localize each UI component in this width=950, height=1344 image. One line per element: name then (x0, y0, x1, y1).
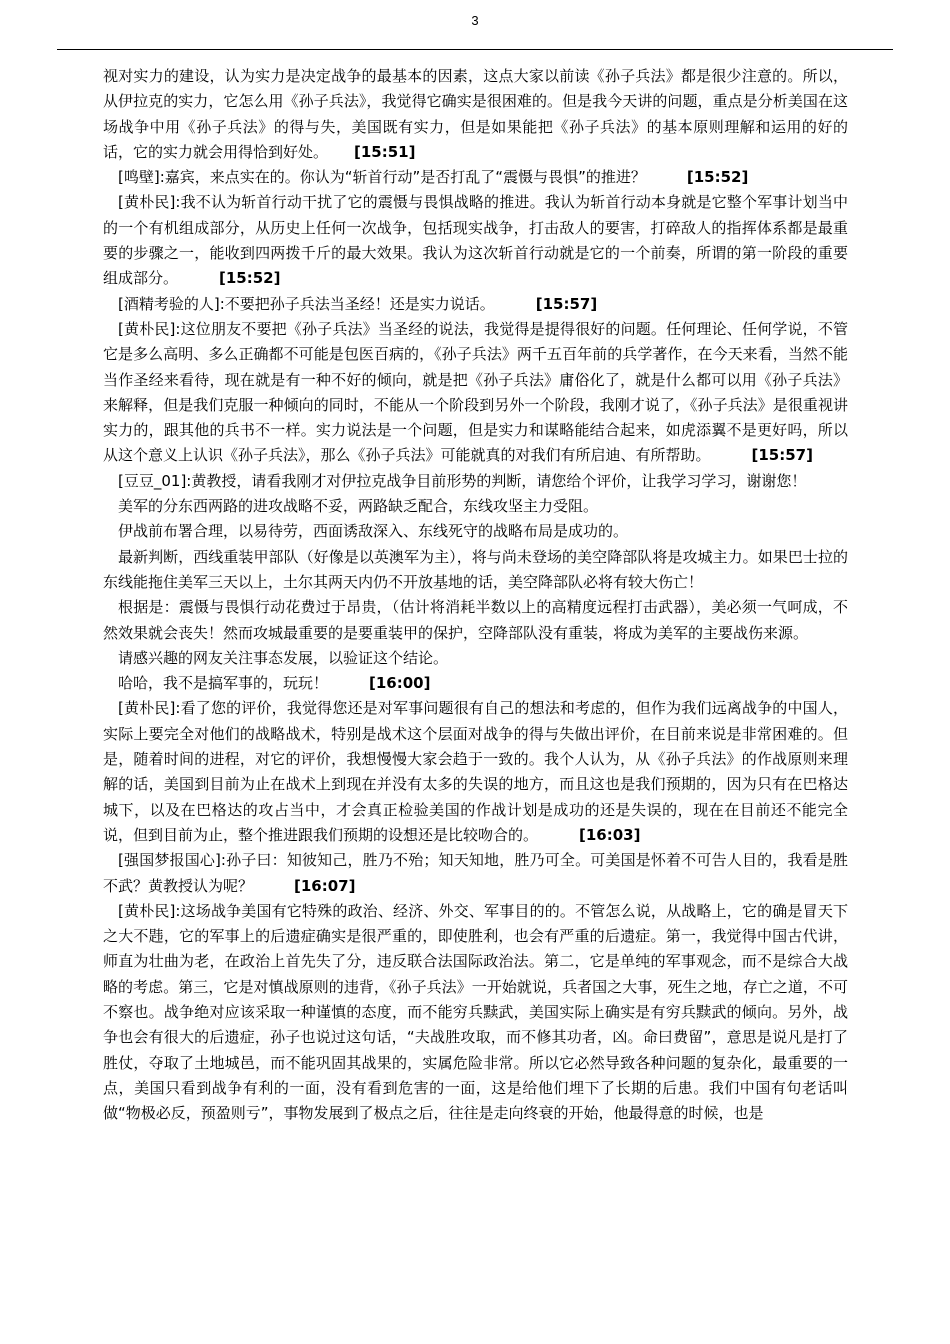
paragraph-text: 伊战前布署合理，以易待劳，西面诱敌深入、东线死守的战略布局是成功的。 (118, 522, 629, 541)
paragraph-8 (103, 519, 848, 544)
paragraph-13 (103, 696, 848, 848)
paragraph-12 (103, 671, 848, 696)
paragraph-9 (103, 545, 848, 596)
paragraph-7 (103, 494, 848, 519)
timestamp: [15:52] (219, 269, 281, 288)
paragraph-11 (103, 646, 848, 671)
timestamp: [16:07] (294, 876, 356, 895)
paragraph-6 (103, 469, 848, 494)
paragraph-3 (103, 190, 848, 291)
paragraph-text: [鸣壁]:嘉宾，来点实在的。你认为“斩首行动”是否打乱了“震慑与畏惧”的推进？ (118, 168, 646, 187)
timestamp: [15:51] (354, 142, 416, 161)
timestamp: [15:57] (751, 446, 813, 465)
paragraph-text: [黄朴民]:这场战争美国有它特殊的政治、经济、外交、军事目的的。不管怎么说，从战略上，它的确是冒天下之大不韪，它的军事上的后遗症确实是很严重的，即使胜利，也会有严重的后遗症。第一，我觉得中国古代讲，师直为壮曲为老，在政治上首先失了分，违反联合法国际政治法。第二，它是单纯的军事观念，而不是综合大战略的考虑。第三，它是对慎战原则的违背，《孙子兵法》一开始就说，兵者国之大事，死生之地，存亡之道，不可不察也。战争绝对应该采取一种谨慎的态度，而不能穷兵黩武，美国实际上确实是有穷兵黩武的倾向。另外，战争也会有很大的后遗症，孙子也说过这句话，“夫战胜攻取，而不修其功者，凶。命曰费留”，意思是说凡是打了胜仗，夺取了土地城邑，而不能巩固其战果的，实属危险非常。所以它必然导致各种问题的复杂化，最重要的一点，美国只看到战争有利的一面，没有看到危害的一面，这是给他们埋下了长期的后患。我们中国有句老话叫做“物极必反，预盈则亏”，事物发展到了极点之后，往往是走向终衰的开始，他最得意的时候，也是 (103, 901, 848, 1123)
paragraph-text: 哈哈，我不是搞军事的，玩玩！ (118, 674, 329, 693)
header-rule (57, 49, 893, 50)
paragraph-2 (103, 165, 848, 190)
paragraph-14 (103, 848, 848, 899)
paragraph-text: 根据是：震慑与畏惧行动花费过于昂贵，（估计将消耗半数以上的高精度远程打击武器），美必须一气呵成，不然效果就会丧失！然而攻城最重要的是要重装甲的保护，空降部队没有重装，将成为美军的主要战伤来源。 (103, 598, 848, 642)
paragraph-text: 视对实力的建设，认为实力是决定战争的最基本的因素，这点大家以前读《孙子兵法》都是很少注意的。所以，从伊拉克的实力，它怎么用《孙子兵法》，我觉得它确实是很困难的。但是我今天讲的问题，重点是分析美国在这场战争中用《孙子兵法》的得与失，美国既有实力，但是如果能把《孙子兵法》的基本原则理解和运用的好的话，它的实力就会用得恰到好处。 (103, 67, 848, 161)
paragraph-text: [酒精考验的人]:不要把孙子兵法当圣经！还是实力说话。 (118, 294, 495, 313)
document-body (103, 64, 848, 1126)
paragraph-4 (103, 292, 848, 317)
timestamp: [15:57] (535, 294, 598, 313)
paragraph-text: 美军的分东西两路的进攻战略不妥，两路缺乏配合，东线攻坚主力受阻。 (118, 497, 599, 516)
paragraph-text: [豆豆_01]:黄教授，请看我刚才对伊拉克战争目前形势的判断，请您给个评价，让我学习学习，谢谢您！ (118, 471, 807, 490)
timestamp: [16:00] (369, 674, 431, 693)
paragraph-text: [黄朴民]:我不认为斩首行动干扰了它的震慑与畏惧战略的推进。我认为斩首行动本身就是它整个军事计划当中的一个有机组成部分，从历史上任何一次战争，包括现实战争，打击敌人的要害，打碎敌人的指挥体系都是最重要的步骤之一，能收到四两拨千斤的最大效果。我认为这次斩首行动就是它的一个前奏，所谓的第一阶段的重要组成部分。 (103, 193, 848, 288)
paragraph-1 (103, 64, 848, 165)
page-number: 3 (471, 13, 479, 28)
paragraph-text: [黄朴民]:这位朋友不要把《孙子兵法》当圣经的说法，我觉得是提得很好的问题。任何理论、任何学说，不管它是多么高明、多么正确都不可能是包医百病的，《孙子兵法》两千五百年前的兵学著作，在今天来看，当然不能当作圣经来看待，现在就是有一种不好的倾向，就是把《孙子兵法》庸俗化了，就是什么都可以用《孙子兵法》来解释，但是我们克服一种倾向的同时，不能从一个阶段到另外一个阶段，我刚才说了，《孙子兵法》是很重视讲实力的，跟其他的兵书不一样。实力说法是一个问题，但是实力和谋略能结合起来，如虎添翼不是更好吗，所以从这个意义上认识《孙子兵法》，那么《孙子兵法》可能就真的对我们有所启迪、有所帮助。 (103, 319, 848, 465)
paragraph-15 (103, 899, 848, 1127)
paragraph-text: 最新判断，西线重装甲部队（好像是以英澳军为主），将与尚未登场的美空降部队将是攻城主力。如果巴士拉的东线能拖住美军三天以上，土尔其两天内仍不开放基地的话，美空降部队必将有较大伤亡！ (103, 547, 848, 591)
timestamp: [15:52] (686, 168, 749, 187)
paragraph-text: 请感兴趣的网友关注事态发展，以验证这个结论。 (118, 648, 449, 667)
paragraph-text: [黄朴民]:看了您的评价，我觉得您还是对军事问题很有自己的想法和考虑的，但作为我们远离战争的中国人，实际上要完全对他们的战略战术，特别是战术这个层面对战争的得与失做出评价，在目前来说是非常困难的。但是，随着时间的进程，对它的评价，我想慢慢大家会趋于一致的。我个人认为，从《孙子兵法》的作战原则来理解的话，美国到目前为止在战术上到现在并没有太多的失误的地方，而且这也是我们预期的，因为只有在巴格达城下，以及在巴格达的攻占当中，才会真正检验美国的作战计划是成功的还是失误的，现在在目前还不能完全说，但到目前为止，整个推进跟我们预期的设想还是比较吻合的。 (103, 699, 848, 844)
paragraph-5 (103, 317, 848, 469)
timestamp: [16:03] (579, 825, 641, 844)
paragraph-text: [强国梦报国心]:孙子曰：知彼知己，胜乃不殆；知天知地，胜乃可全。可美国是怀着不可告人目的，我看是胜不武？黄教授认为呢？ (103, 851, 848, 895)
paragraph-10 (103, 595, 848, 646)
